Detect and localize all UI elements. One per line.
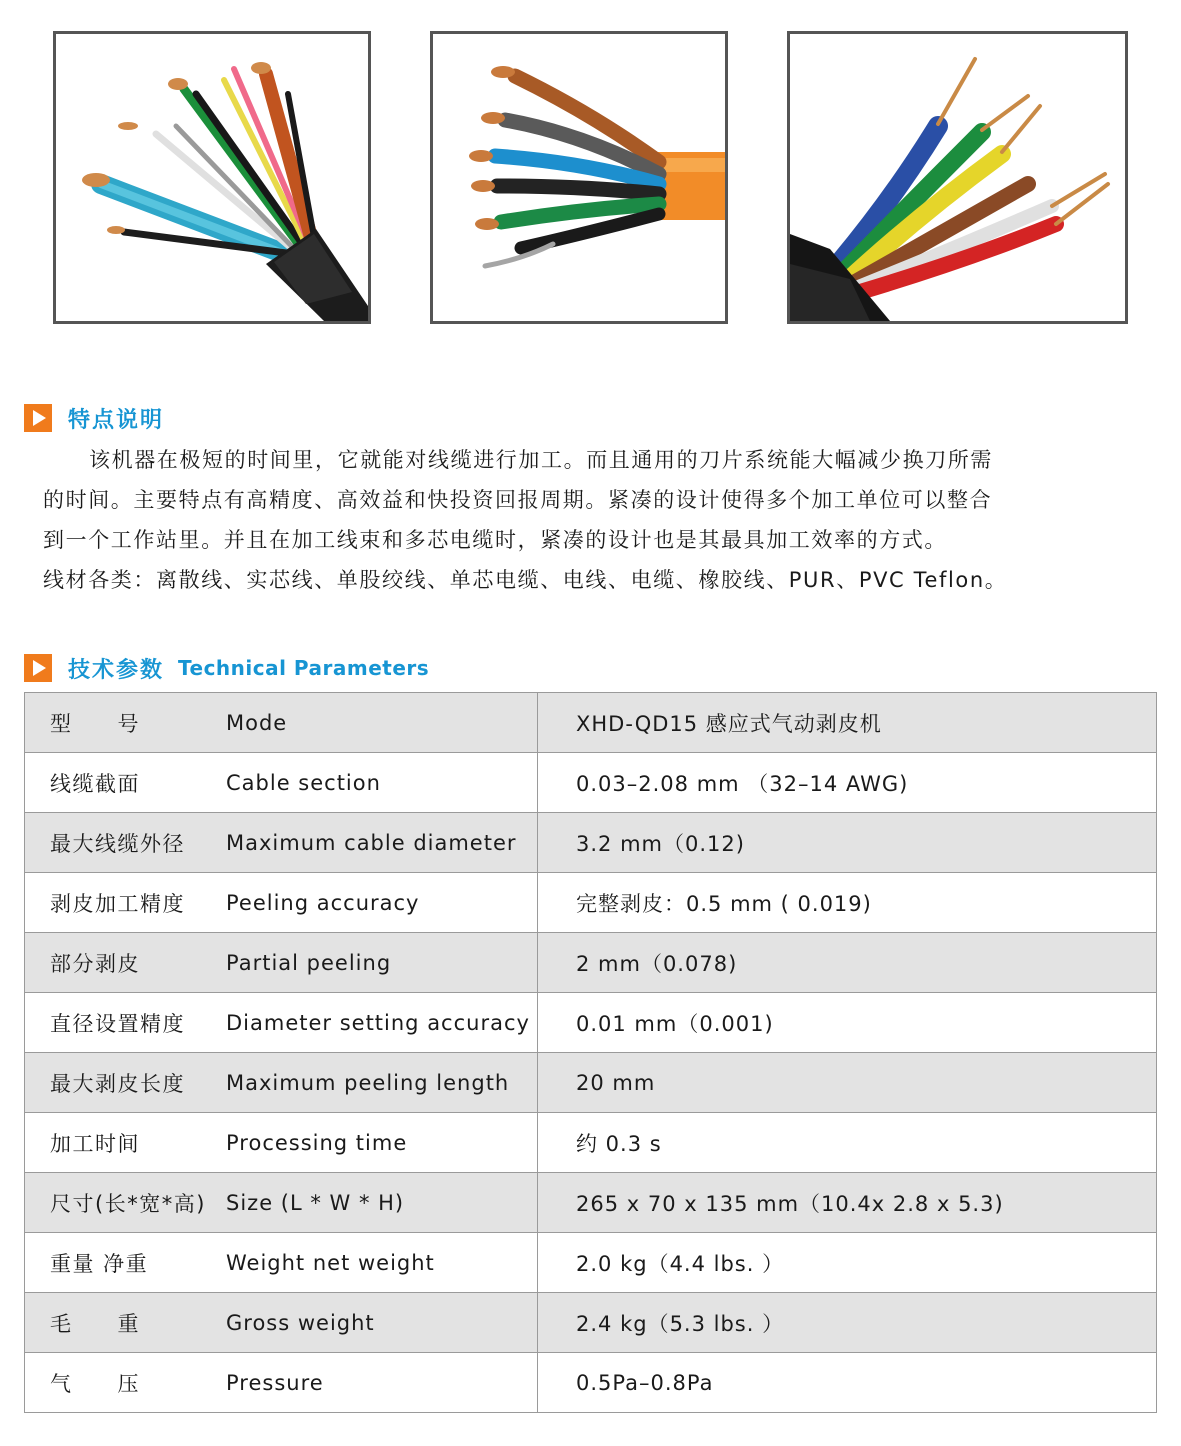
param-label-en: Diameter setting accuracy	[226, 1010, 530, 1035]
params-title-cn: 技术参数	[68, 657, 165, 683]
table-row	[25, 1233, 1157, 1293]
param-value: 20 mm	[538, 1053, 1157, 1113]
param-label-en: Size (L * W * H)	[226, 1190, 405, 1215]
table-row	[25, 1113, 1157, 1173]
features-line-2: 的时间。主要特点有高精度、高效益和快投资回报周期。紧凑的设计使得多个加工单位可以整合	[43, 488, 993, 512]
param-label-en: Gross weight	[226, 1310, 375, 1335]
param-label-en: Maximum cable diameter	[226, 830, 517, 855]
cable-photo-1	[53, 31, 371, 324]
features-line-1: 该机器在极短的时间里，它就能对线缆进行加工。而且通用的刀片系统能大幅减少换刀所需	[89, 448, 993, 472]
param-label-en: Cable section	[226, 770, 381, 795]
param-label-cn: 型 号	[50, 711, 140, 736]
param-value: 265 x 70 x 135 mm（10.4x 2.8 x 5.3)	[538, 1173, 1157, 1233]
param-label-cn: 线缆截面	[50, 771, 140, 796]
features-heading	[24, 403, 164, 433]
param-value: XHD-QD15 感应式气动剥皮机	[538, 693, 1157, 753]
param-value: 3.2 mm（0.12)	[538, 813, 1157, 873]
param-label-cn: 重量 净重	[50, 1251, 149, 1276]
cable-photo-3	[787, 31, 1128, 324]
param-label-en: Peeling accuracy	[226, 890, 420, 915]
param-value: 约 0.3 s	[538, 1113, 1157, 1173]
param-value: 2 mm（0.078)	[538, 933, 1157, 993]
param-label-cn: 气 压	[50, 1371, 140, 1396]
params-table	[24, 692, 1157, 1413]
table-row	[25, 1353, 1157, 1413]
param-label-en: Pressure	[226, 1370, 324, 1395]
param-label-cn: 最大剥皮长度	[50, 1071, 185, 1096]
cable-photo-2	[430, 31, 728, 324]
param-label-en: Weight net weight	[226, 1250, 435, 1275]
param-label-cn: 直径设置精度	[50, 1011, 185, 1036]
table-row	[25, 1293, 1157, 1353]
table-row	[25, 1053, 1157, 1113]
param-label-en: Partial peeling	[226, 950, 392, 975]
table-row	[25, 933, 1157, 993]
param-value: 0.01 mm（0.001)	[538, 993, 1157, 1053]
features-text	[43, 440, 1153, 600]
cable-bundle-3-image	[790, 34, 1125, 321]
params-heading	[24, 653, 429, 683]
features-line-3: 到一个工作站里。并且在加工线束和多芯电缆时，紧凑的设计也是其最具加工效率的方式。	[43, 528, 947, 552]
table-row	[25, 993, 1157, 1053]
table-row	[25, 813, 1157, 873]
param-label-en: Maximum peeling length	[226, 1070, 510, 1095]
play-triangle-icon	[24, 654, 52, 682]
param-label-cn: 尺寸(长*宽*高)	[50, 1191, 206, 1216]
param-label-cn: 毛 重	[50, 1311, 140, 1336]
param-value: 2.4 kg（5.3 lbs. ）	[538, 1293, 1157, 1353]
param-label-en: Processing time	[226, 1130, 408, 1155]
param-label-cn: 部分剥皮	[50, 951, 140, 976]
param-label-cn: 最大线缆外径	[50, 831, 185, 856]
param-value: 2.0 kg（4.4 lbs. ）	[538, 1233, 1157, 1293]
param-value: 完整剥皮：0.5 mm ( 0.019)	[538, 873, 1157, 933]
param-value: 0.5Pa–0.8Pa	[538, 1353, 1157, 1413]
features-line-4: 线材各类：离散线、实芯线、单股绞线、单芯电缆、电线、电缆、橡胶线、PUR、PVC Teflon。	[43, 568, 1008, 592]
table-row	[25, 693, 1157, 753]
param-value: 0.03–2.08 mm （32–14 AWG)	[538, 753, 1157, 813]
table-row	[25, 873, 1157, 933]
cable-bundle-2-image	[433, 34, 725, 321]
param-label-cn: 加工时间	[50, 1131, 140, 1156]
table-row	[25, 753, 1157, 813]
cable-bundle-1-image	[56, 34, 368, 321]
features-title: 特点说明	[68, 407, 165, 433]
play-triangle-icon	[24, 404, 52, 432]
param-label-cn: 剥皮加工精度	[50, 891, 185, 916]
table-row	[25, 1173, 1157, 1233]
param-label-en: Mode	[226, 710, 288, 735]
params-title-en: Technical Parameters	[178, 656, 430, 680]
